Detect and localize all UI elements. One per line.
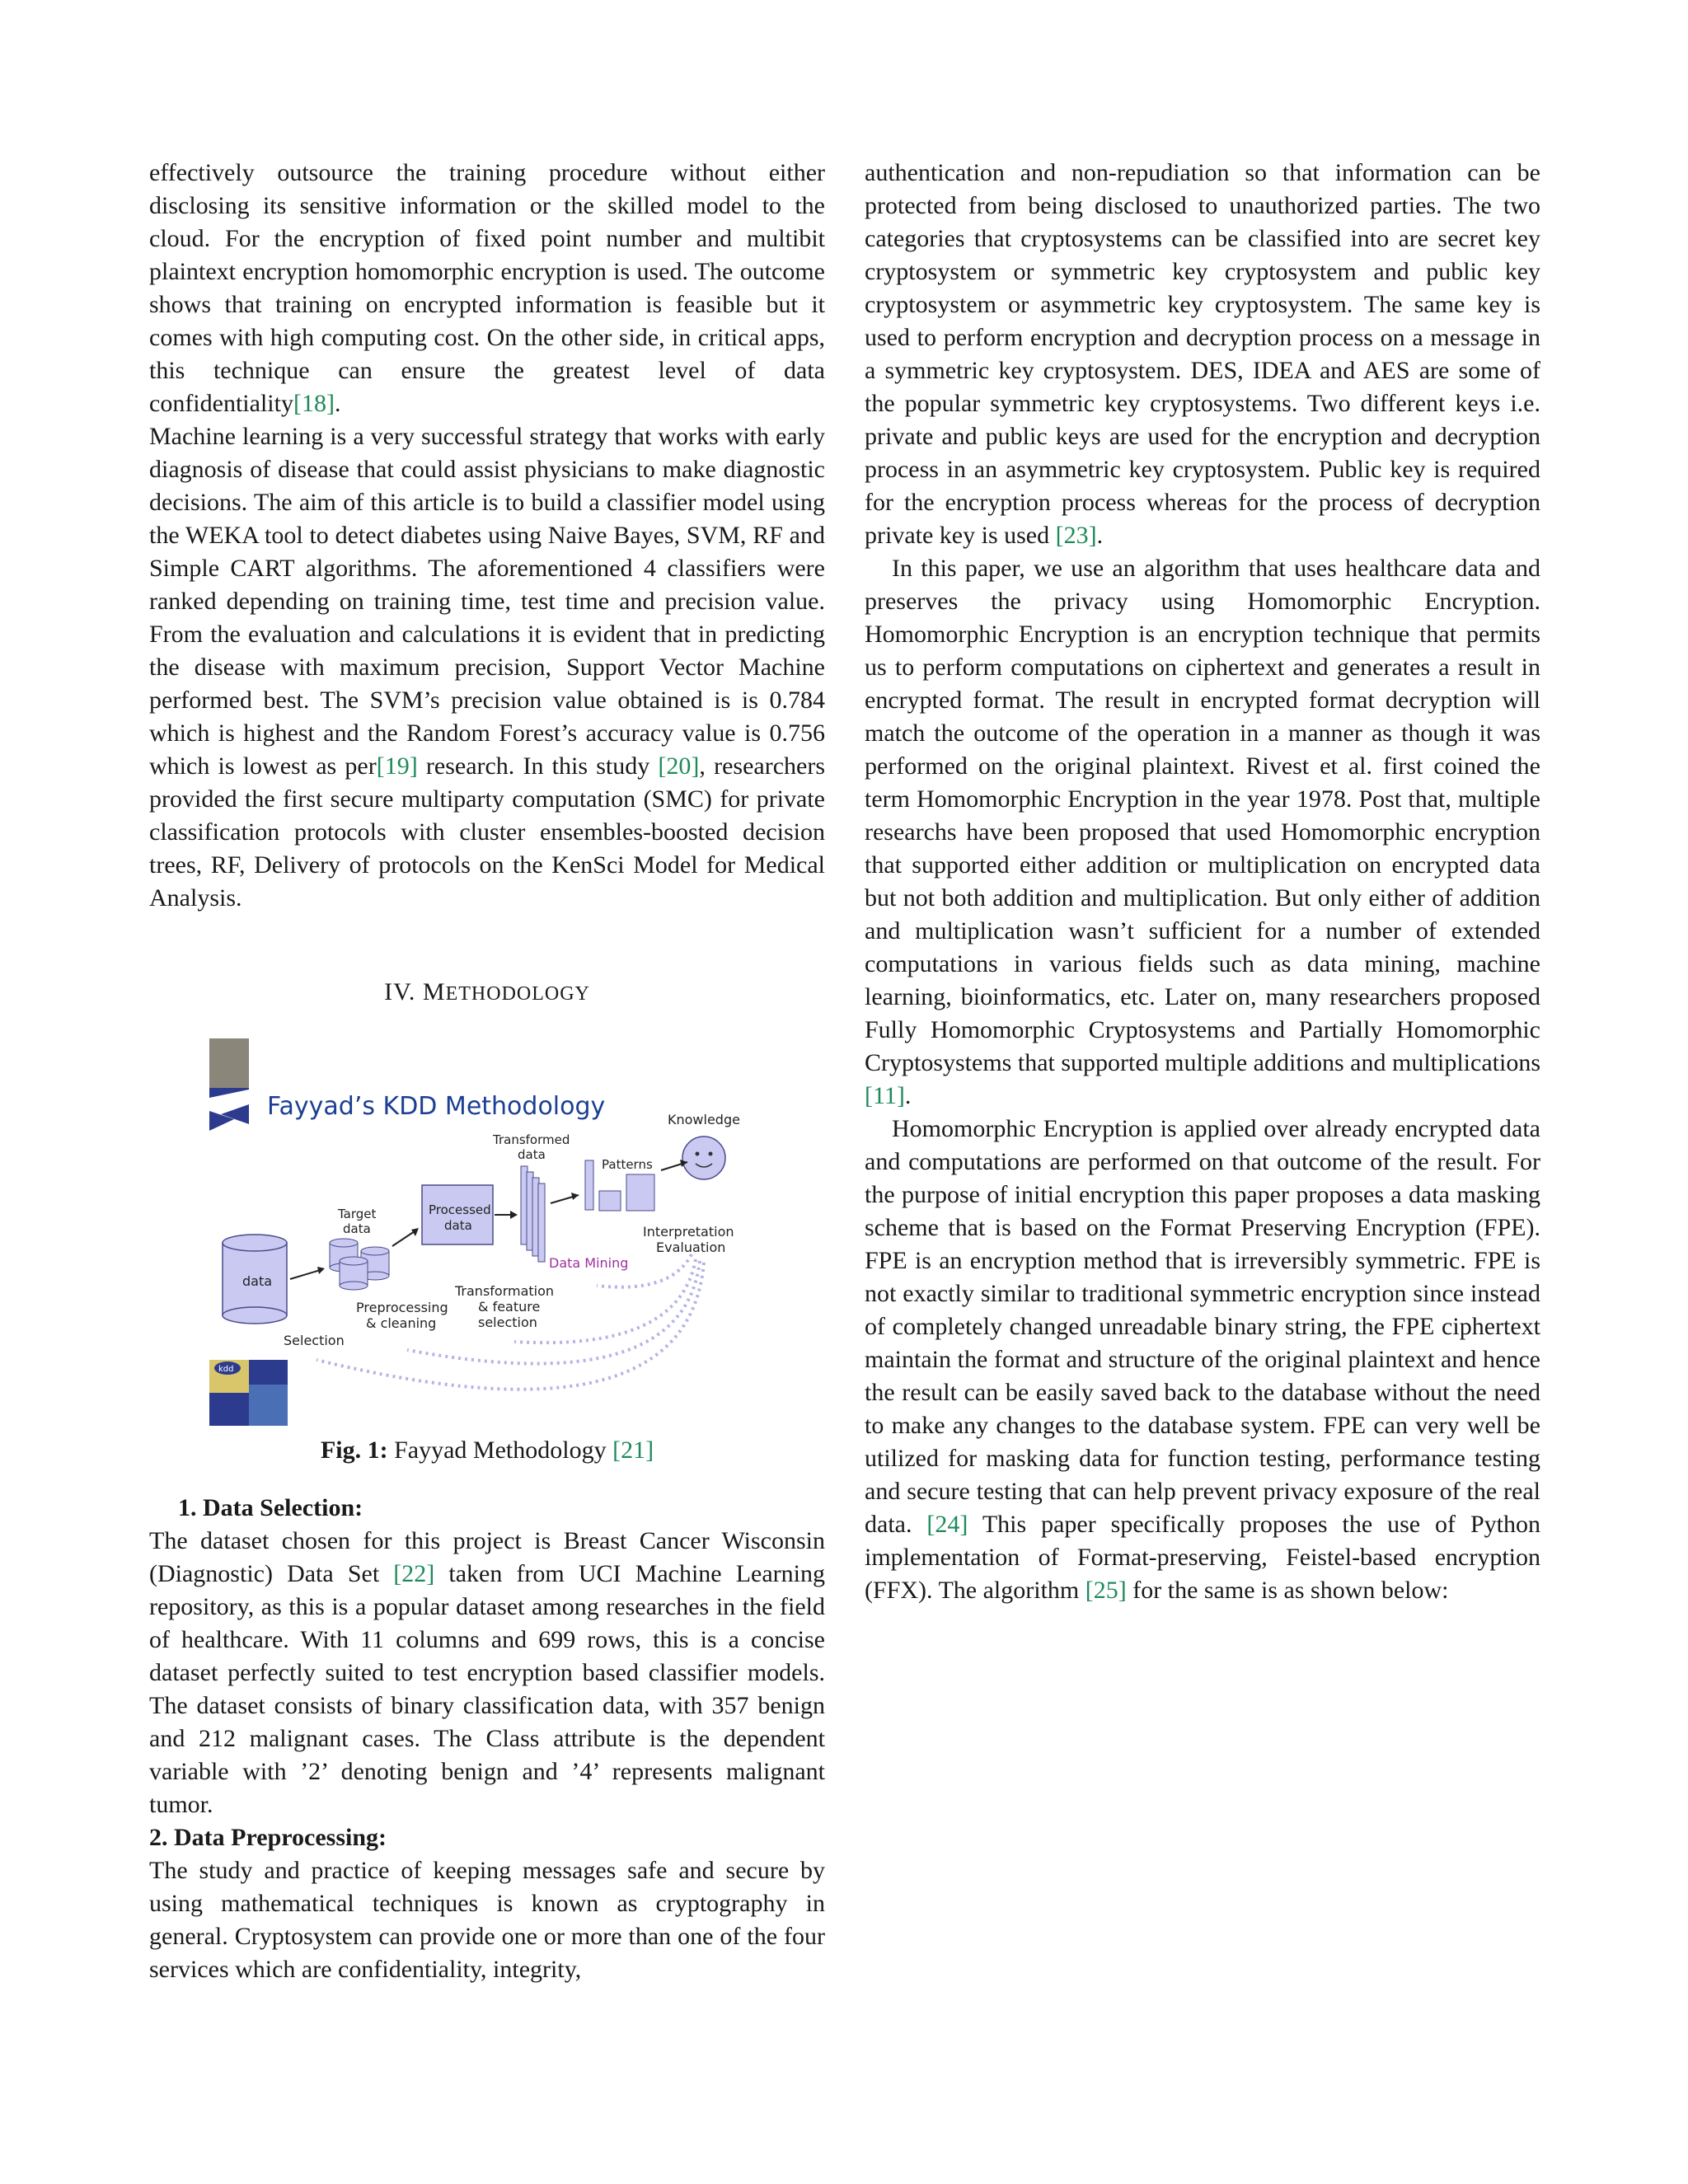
right-paragraph-2: In this paper, we use an algorithm that uses healthcare data and preserves the privacy using Homomorphic Encryption. Homomorphic Encryption is an encryption technique that permits us to perform computations on ciphertext and generates a result in encrypted format. The result in encrypted format decryption will match the outcome of the operation in a manner as though it was performed on the original plaintext. Rivest et al. first coined the term Homomorphic Encryption in the year 1978. Post that, multiple researchs have been proposed that used Homomorphic encryption that supported either addition or multiplication on encrypted data but not both addition and multiplication. But only either of addition and multiplication wasn’t sufficient for a number of extended computations in various fields such as data mining, machine learning, bioinformatics, etc. Later on, many researchers proposed Fully Homomorphic Cryptosystems and Partially Homomorphic Cryptosystems that supported multiple additions and multiplications [11].	[865, 555, 1540, 1109]
section-heading-methodology: IV. METHODOLOGY	[384, 978, 590, 1005]
citation-24[interactable]: [24]	[926, 1511, 968, 1538]
left-column	[149, 157, 825, 1986]
label-interpretation: Interpretation	[643, 1224, 734, 1240]
citation-20[interactable]: [20]	[658, 752, 700, 780]
label-selection: Selection	[284, 1333, 345, 1348]
label-target-data: data	[343, 1221, 371, 1236]
data-selection-paragraph: The dataset chosen for this project is Breast Cancer Wisconsin (Diagnostic) Data Set [22] taken from UCI Machine Learning repository, as this is a popular dataset among researches in the field of healthcare. With 11 columns and 699 rows, this is a concise dataset perfectly suited to test encryption based classifier models. The dataset consists of binary classification data, with 357 benign and 212 malignant cases. The Class attribute is the dependent variable with ’2’ denoting benign and ’4’ represents malignant tumor.	[149, 1527, 825, 1818]
feedback-arrow-transformation	[514, 1259, 696, 1343]
logo-text: kdd	[218, 1365, 234, 1374]
figure-caption: Fig. 1: Fayyad Methodology [21]	[320, 1436, 654, 1464]
kdd-diagram	[209, 1038, 770, 1426]
label-transformed: Transformed	[493, 1132, 570, 1147]
left-paragraph-1: effectively outsource the training procedure without either disclosing its sensitive information or the skilled model to the cloud. For the encryption of fixed point number and multibit plaintext encryption homomorphic encryption is used. The outcome shows that training on encrypted information is feasible but it comes with high computing cost. On the other side, in critical apps, this technique can ensure the greatest level of data confidentiality[18].	[149, 159, 825, 417]
citation-19[interactable]: [19]	[376, 752, 418, 780]
citation-21[interactable]: [21]	[612, 1436, 654, 1464]
citation-11[interactable]: [11]	[865, 1082, 905, 1109]
label-cleaning: & cleaning	[366, 1315, 437, 1331]
figure-fayyad-kdd	[209, 1038, 770, 1426]
subheading-data-selection: 1. Data Selection:	[178, 1494, 363, 1521]
citation-23[interactable]: [23]	[1055, 522, 1097, 549]
citation-25[interactable]: [25]	[1085, 1577, 1127, 1604]
transformed-data-stack	[538, 1183, 545, 1262]
label-preprocessing: Preprocessing	[356, 1300, 448, 1315]
pattern-bar-1	[585, 1160, 593, 1210]
label-patterns: Patterns	[602, 1157, 653, 1172]
pattern-bar-2	[599, 1191, 621, 1211]
pattern-bar-3	[626, 1174, 654, 1211]
right-column	[865, 157, 1540, 1607]
data-cylinder	[223, 1307, 287, 1324]
label-transformed-data: data	[518, 1147, 546, 1162]
label-selection-feature: selection	[478, 1315, 537, 1330]
target-data-cylinders	[340, 1282, 368, 1290]
left-paragraph-2: Machine learning is a very successful strategy that works with early diagnosis of disease that could assist physicians to make diagnostic decisions. The aim of this article is to build a classifier model using the WEKA tool to detect diabetes using Naive Bayes, SVM, RF and Simple CART algorithms. The aforementioned 4 classifiers were ranked depending on training time, test time and precision value. From the evaluation and calculations it is evident that in predicting the disease with maximum precision, Support Vector Machine performed best. The SVM’s precision value obtained is is 0.784 which is highest and the Random Forest’s accuracy value is 0.756 which is lowest as per[19] research. In this study [20], researchers provided the first secure multiparty computation (SMC) for private classification protocols with cluster ensembles-boosted decision trees, RF, Delivery of protocols on the KenSci Model for Medical Analysis.	[149, 423, 825, 912]
label-knowledge: Knowledge	[668, 1112, 740, 1127]
feedback-arrow-preprocessing	[407, 1261, 700, 1364]
citation-18[interactable]: [18]	[293, 390, 335, 417]
label-processed: Processed	[429, 1202, 491, 1217]
label-processed-data: data	[444, 1218, 472, 1233]
right-paragraph-3: Homomorphic Encryption is applied over already encrypted data and computations are performed on that outcome of the result. For the purpose of initial encryption this paper proposes a data masking scheme that is based on the Format Preserving Encryption (FPE). FPE is an encryption method that is irreversibly symmetric. FPE is not exactly similar to traditional symmetric encryption since instead of completely changed unreadable binary string, the FPE ciphertext maintain the format and structure of the original plaintext and hence the result can be easily saved back to the database without the need to make any changes to the database system. FPE can very well be utilized for masking data for function testing, performance testing and secure testing that can help prevent privacy exposure of the real data. [24] This paper specifically proposes the use of Python implementation of Format-preserving, Feistel-based encryption (FFX). The algorithm [25] for the same is as shown below:	[865, 1115, 1540, 1604]
label-data: data	[242, 1273, 273, 1289]
label-target: Target	[338, 1207, 377, 1221]
figure-title: Fayyad’s KDD Methodology	[267, 1092, 606, 1121]
arrow-to-target	[290, 1269, 323, 1279]
label-data-mining: Data Mining	[549, 1255, 629, 1271]
label-evaluation: Evaluation	[656, 1240, 726, 1255]
label-transformation: Transformation	[455, 1283, 555, 1299]
subheading-data-preprocessing: 2. Data Preprocessing:	[149, 1824, 387, 1851]
right-paragraph-1: authentication and non-repudiation so that information can be protected from being disclosed to unauthorized parties. The two categories that cryptosystems can be classified into are secret key cryptosystem or symmetric key cryptosystem and public key cryptosystem or asymmetric key cryptosystem. The same key is used to perform encryption and decryption process on a message in a symmetric key cryptosystem. DES, IDEA and AES are some of the popular symmetric key cryptosystems. Two different keys i.e. private and public keys are used for the encryption and decryption process in an asymmetric key cryptosystem. Public key is required for the encryption process whereas for the process of decryption private key is used [23].	[865, 159, 1540, 549]
data-preprocessing-paragraph: The study and practice of keeping messages safe and secure by using mathematical techniques is known as cryptography in general. Cryptosystem can provide one or more than one of the four services which are confidentiality, integrity,	[149, 1857, 825, 1983]
knowledge-face-icon	[682, 1137, 725, 1179]
label-feature: & feature	[478, 1299, 541, 1315]
citation-22[interactable]: [22]	[393, 1560, 435, 1587]
